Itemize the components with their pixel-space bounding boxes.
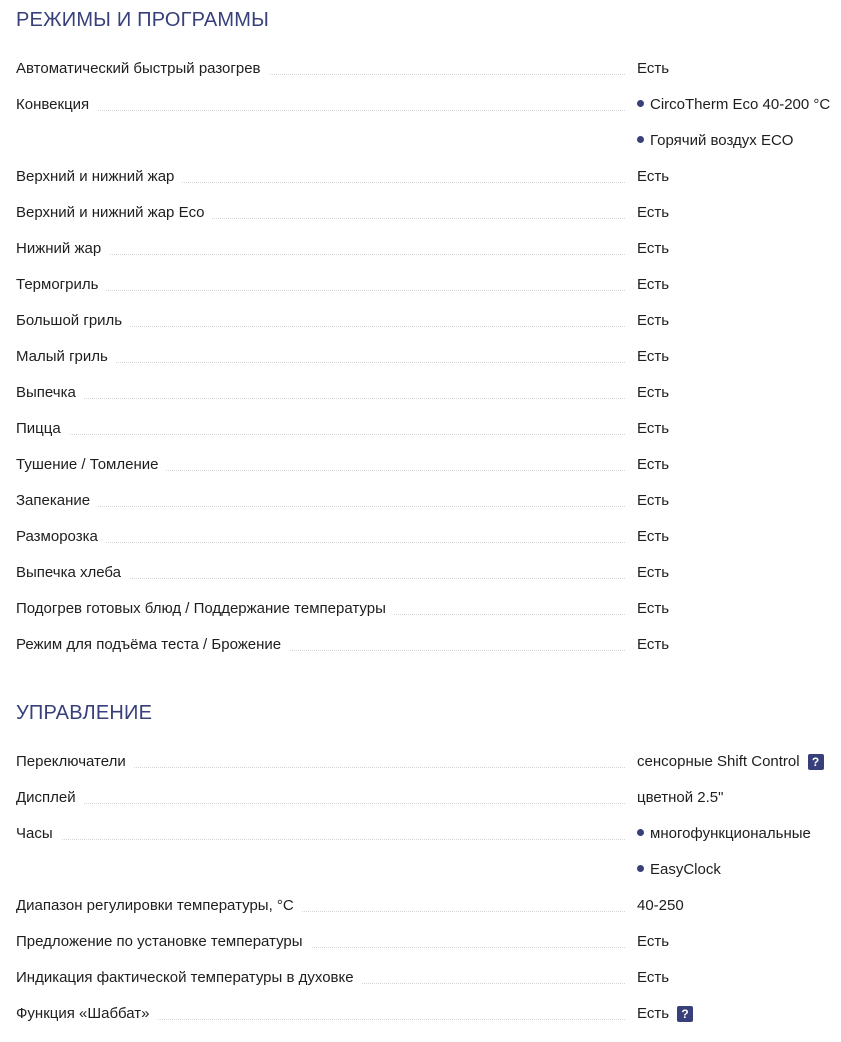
control-spec-list — [16, 753, 841, 1041]
spec-value: Есть — [637, 564, 670, 581]
spec-label: Диапазон регулировки температуры, °C — [16, 897, 302, 915]
dot-leader — [16, 290, 625, 291]
help-icon[interactable]: ? — [677, 1006, 693, 1022]
section-title-control: УПРАВЛЕНИЕ — [16, 702, 153, 724]
spec-value: Есть — [637, 492, 670, 509]
spec-row-keep-warm — [16, 600, 841, 636]
spec-label: Функция «Шаббат» — [16, 1005, 158, 1023]
spec-label: Автоматический быстрый разогрев — [16, 60, 269, 78]
spec-row-sabbath — [16, 1005, 841, 1041]
spec-row-baking — [16, 384, 841, 420]
spec-label: Большой гриль — [16, 312, 130, 330]
spec-label: Верхний и нижний жар — [16, 168, 182, 186]
spec-label: Пицца — [16, 420, 69, 438]
spec-label: Дисплей — [16, 789, 84, 807]
dot-leader — [16, 110, 625, 111]
dot-leader — [16, 398, 625, 399]
spec-label: Верхний и нижний жар Eco — [16, 204, 212, 222]
spec-value-bullet — [637, 132, 793, 150]
spec-row-defrost — [16, 528, 841, 564]
spec-value: 40-250 — [637, 897, 684, 914]
dot-leader — [16, 434, 625, 435]
spec-row-pizza — [16, 420, 841, 456]
spec-row-convection-eco — [16, 132, 841, 168]
spec-row-temperature-suggestion — [16, 933, 841, 969]
spec-value: Есть — [637, 456, 670, 473]
spec-label: Выпечка хлеба — [16, 564, 129, 582]
bullet-icon — [637, 865, 644, 872]
spec-label: Индикация фактической температуры в духовке — [16, 969, 362, 987]
spec-value: Есть — [637, 600, 670, 617]
spec-label: Термогриль — [16, 276, 106, 294]
spec-label: Тушение / Томление — [16, 456, 166, 474]
spec-label: Часы — [16, 825, 61, 843]
bullet-text: CircoTherm Eco 40-200 °C — [650, 96, 831, 113]
spec-label: Подогрев готовых блюд / Поддержание температуры — [16, 600, 394, 618]
spec-value: Есть — [637, 636, 670, 653]
spec-row-quick-heat — [16, 60, 841, 96]
spec-label: Запекание — [16, 492, 98, 510]
bullet-icon — [637, 829, 644, 836]
spec-row-top-bottom-heat-eco — [16, 204, 841, 240]
spec-label: Конвекция — [16, 96, 97, 114]
spec-row-small-grill — [16, 348, 841, 384]
section-title-modes: РЕЖИМЫ И ПРОГРАММЫ — [16, 9, 270, 31]
spec-value: Есть — [637, 240, 670, 257]
dot-leader — [16, 542, 625, 543]
spec-row-dough-proofing — [16, 636, 841, 672]
dot-leader — [16, 839, 625, 840]
spec-label: Нижний жар — [16, 240, 109, 258]
bullet-text: Горячий воздух ECO — [650, 132, 794, 149]
spec-value-bullet — [637, 825, 811, 843]
spec-value — [637, 1005, 693, 1023]
spec-value: Есть — [637, 204, 670, 221]
spec-value: Есть — [637, 528, 670, 545]
dot-leader — [16, 803, 625, 804]
spec-value-bullet — [637, 861, 721, 879]
spec-row-casserole — [16, 492, 841, 528]
spec-label: Выпечка — [16, 384, 84, 402]
spec-value: Есть — [637, 312, 670, 329]
spec-value: Есть — [637, 933, 670, 950]
spec-label: Предложение по установке температуры — [16, 933, 311, 951]
spec-label: Переключатели — [16, 753, 134, 771]
bullet-icon — [637, 136, 644, 143]
help-icon[interactable]: ? — [808, 754, 824, 770]
spec-label: Режим для подъёма теста / Брожение — [16, 636, 289, 654]
spec-value: Есть — [637, 384, 670, 401]
spec-row-stewing — [16, 456, 841, 492]
spec-row-switches — [16, 753, 841, 789]
spec-row-display — [16, 789, 841, 825]
spec-row-large-grill — [16, 312, 841, 348]
spec-label: Малый гриль — [16, 348, 116, 366]
spec-value — [637, 753, 824, 771]
spec-row-convection — [16, 96, 841, 132]
bullet-icon — [637, 100, 644, 107]
spec-row-temperature-range — [16, 897, 841, 933]
spec-row-bottom-heat — [16, 240, 841, 276]
spec-row-clock — [16, 825, 841, 861]
spec-row-bread — [16, 564, 841, 600]
spec-row-actual-temperature — [16, 969, 841, 1005]
bullet-text: EasyClock — [650, 861, 721, 878]
spec-row-thermogrill — [16, 276, 841, 312]
spec-value: Есть — [637, 348, 670, 365]
spec-value: Есть — [637, 168, 670, 185]
spec-row-clock-easyclock — [16, 861, 841, 897]
spec-value: Есть — [637, 420, 670, 437]
spec-value: Есть — [637, 969, 670, 986]
spec-value-text: Есть — [637, 1005, 670, 1022]
dot-leader — [16, 506, 625, 507]
bullet-text: многофункциональные — [650, 825, 811, 842]
spec-value: Есть — [637, 60, 670, 77]
spec-value: Есть — [637, 276, 670, 293]
modes-spec-list — [16, 60, 841, 672]
spec-value-text: сенсорные Shift Control — [637, 753, 800, 770]
spec-value: цветной 2.5" — [637, 789, 724, 806]
spec-value-bullet — [637, 96, 830, 114]
spec-row-top-bottom-heat — [16, 168, 841, 204]
spec-label: Разморозка — [16, 528, 106, 546]
